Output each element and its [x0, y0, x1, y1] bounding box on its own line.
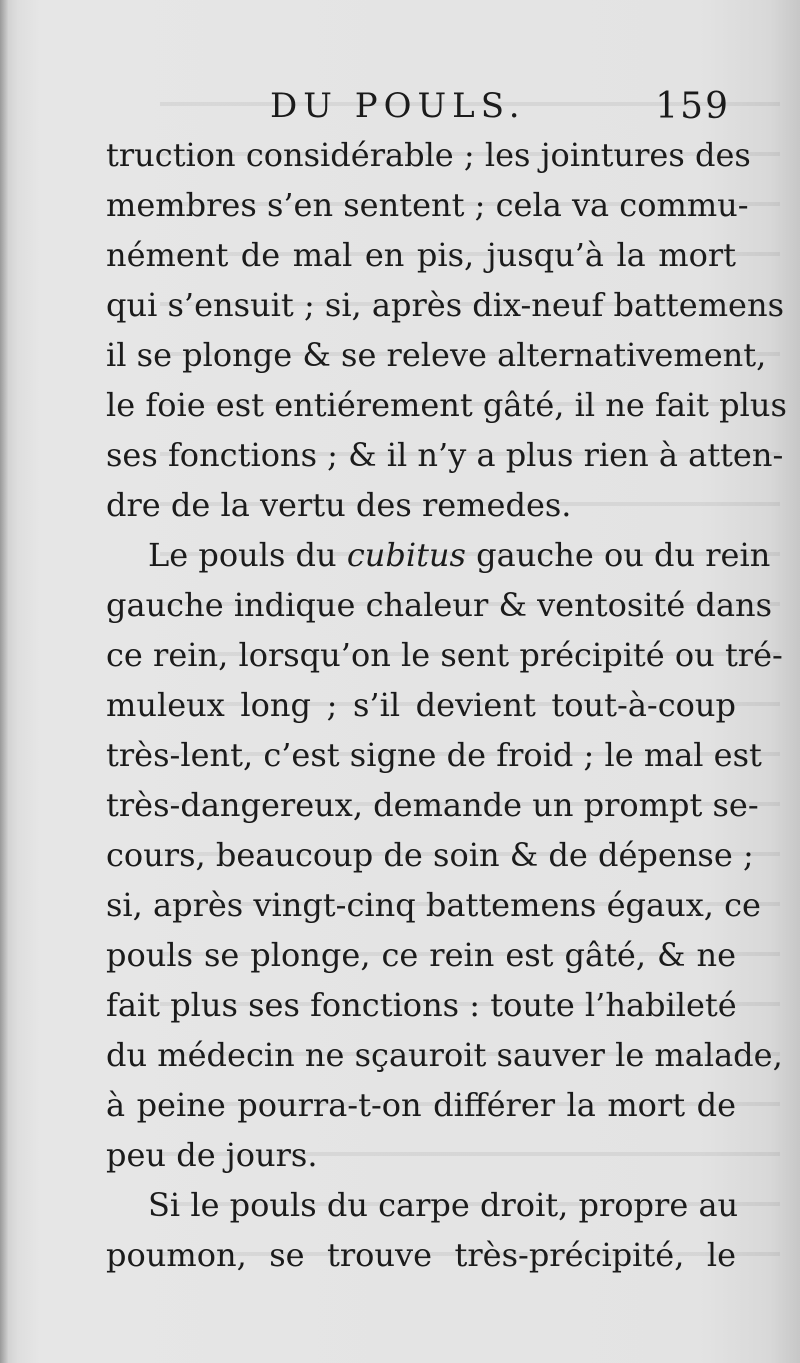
text-line: muleux long ; s’il devient tout-à-coup [106, 686, 736, 724]
text-line: très-dangereux, demande un prompt se- [106, 786, 759, 824]
text-segment: gauche ou du rein [465, 536, 771, 574]
text-line: le foie est entiérement gâté, il ne fait plus [106, 386, 787, 424]
text-line: il se plonge & se releve alternativement, [106, 336, 767, 374]
text-line: ce rein, lorsqu’on le sent précipité ou tré- [106, 636, 783, 674]
text-line: cours, beaucoup de soin & de dépense ; [106, 836, 754, 874]
text-line: peu de jours. [106, 1136, 318, 1174]
running-head: DU POULS. [270, 86, 526, 126]
text-line: qui s’ensuit ; si, après dix-neuf battemens [106, 286, 784, 324]
text-line: gauche indique chaleur & ventosité dans [106, 586, 773, 624]
paragraph-first-line [106, 530, 771, 580]
text-line: du médecin ne sçauroit sauver le malade, [106, 1036, 783, 1074]
page-header [270, 86, 730, 126]
text-line: nément de mal en pis, jusqu’à la mort [106, 236, 736, 274]
text-line: ses fonctions ; & il n’y a plus rien à atten- [106, 436, 784, 474]
text-line: poumon, se trouve très-précipité, le [106, 1236, 736, 1274]
page-gutter-shadow [0, 0, 8, 1363]
text-line: membres s’en sentent ; cela va commu- [106, 186, 749, 224]
paragraph-first-line: Si le pouls du carpe droit, propre au [148, 1186, 739, 1224]
text-line: à peine pourra-t-on différer la mort de [106, 1086, 736, 1124]
italic-term: cubitus [346, 536, 466, 574]
body-text [106, 130, 787, 1280]
text-segment: Le pouls du [148, 536, 347, 574]
text-line: pouls se plonge, ce rein est gâté, & ne [106, 936, 736, 974]
page-number: 159 [655, 86, 730, 127]
text-line: fait plus ses fonctions : toute l’habileté [106, 986, 737, 1024]
text-line: dre de la vertu des remedes. [106, 486, 572, 524]
text-line: si, après vingt-cinq battemens égaux, ce [106, 886, 761, 924]
text-line: truction considérable ; les jointures des [106, 136, 751, 174]
text-line: très-lent, c’est signe de froid ; le mal est [106, 736, 762, 774]
